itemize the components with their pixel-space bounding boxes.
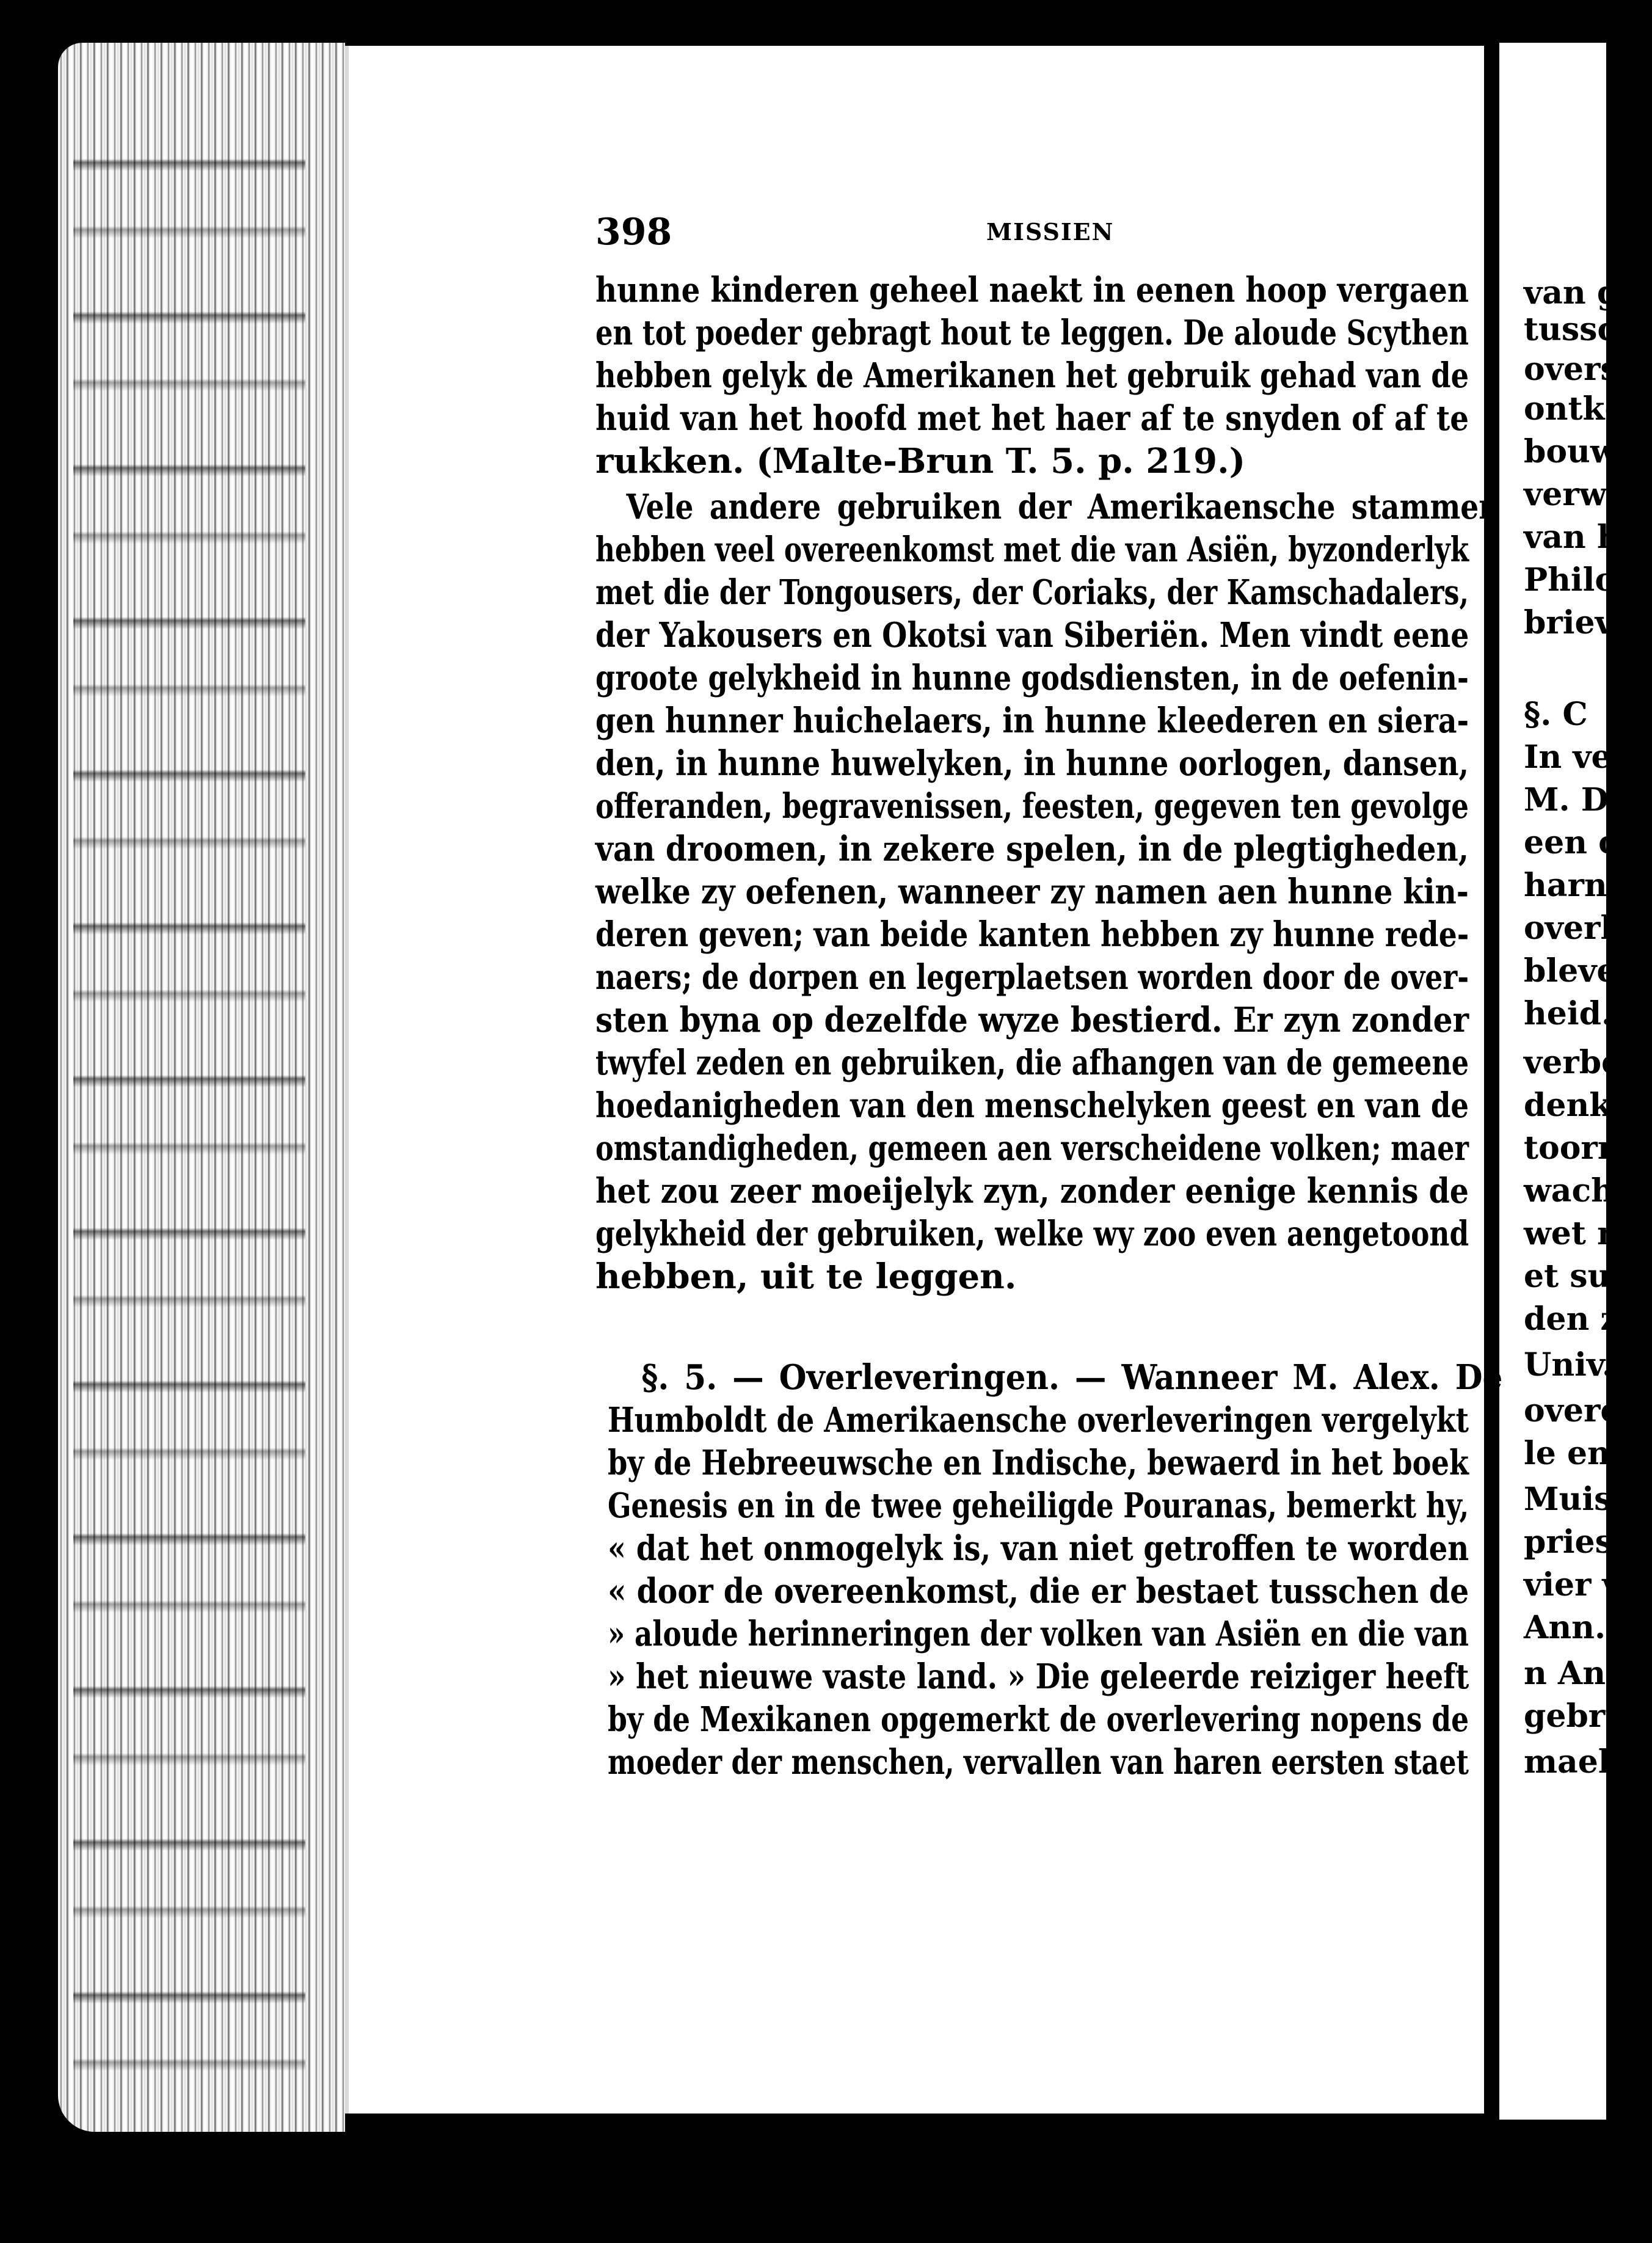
- text-line: hoedanigheden van den menschelyken geest en van de: [595, 1085, 1469, 1126]
- running-title: MISSIEN: [986, 218, 1115, 246]
- right-page-fragment: harna: [1524, 867, 1628, 904]
- right-page-fragment: toorn: [1524, 1129, 1621, 1167]
- text-line: huid van het hoofd met het haer af te snyden of af te: [595, 398, 1469, 439]
- right-page-fragment: vier ve: [1524, 1566, 1641, 1603]
- right-page-fragment: Univ.: [1524, 1346, 1613, 1384]
- text-line: groote gelykheid in hunne godsdiensten, in de oefenin-: [595, 658, 1469, 698]
- text-line: Vele andere gebruiken der Amerikaensche stammen: [626, 487, 1500, 527]
- right-page-fragment: Philos: [1524, 561, 1634, 599]
- text-line: by de Mexikanen opgemerkt de overlevering nopens de: [608, 1699, 1469, 1740]
- right-page-fragment: §. C: [1524, 696, 1588, 733]
- text-line: hebben gelyk de Amerikanen het gebruik gehad van de: [595, 356, 1469, 396]
- text-line: der Yakousers en Okotsi van Siberiën. Men vindt eene: [595, 615, 1469, 655]
- right-page-fragment: van g: [1524, 274, 1620, 312]
- text-line: Humboldt de Amerikaensche overleveringen vergelykt: [608, 1400, 1469, 1440]
- right-page-fragment: bouw: [1524, 433, 1618, 470]
- text-line: omstandigheden, gemeen aen verscheidene volken; maer: [595, 1128, 1469, 1169]
- right-page-fragment: verbee: [1524, 1044, 1642, 1081]
- right-page-fragment: heid.: [1524, 995, 1613, 1032]
- right-page-fragment: M. De: [1524, 781, 1629, 819]
- text-line: hunne kinderen geheel naekt in eenen hoop vergaen: [595, 270, 1469, 310]
- text-line: en tot poeder gebragt hout te leggen. De aloude Scythen: [595, 313, 1469, 353]
- right-page-fragment: overee: [1524, 1392, 1641, 1429]
- text-line: twyfel zeden en gebruiken, die afhangen van de gemeene: [595, 1043, 1469, 1083]
- right-page-fragment: n An: [1524, 1655, 1606, 1692]
- text-line: by de Hebreeuwsche en Indische, bewaerd in het boek: [608, 1443, 1469, 1483]
- right-page-fragment: bleven: [1524, 952, 1640, 990]
- text-line: « dat het onmogelyk is, van niet getroffen te worden: [608, 1528, 1469, 1569]
- right-page-fragment: Ann.: [1524, 1609, 1606, 1646]
- text-line: hebben, uit te leggen.: [595, 1256, 1017, 1297]
- text-line: sten byna op dezelfde wyze bestierd. Er zyn zonder: [595, 1000, 1469, 1040]
- text-line: gen hunner huichelaers, in hunne kleederen en siera-: [595, 701, 1469, 741]
- right-page-fragment: verwo: [1524, 476, 1628, 513]
- right-page-fragment: Muisca: [1524, 1481, 1652, 1518]
- right-page-fragment: prieste: [1524, 1523, 1648, 1561]
- right-page-fragment: maekt: [1524, 1743, 1635, 1781]
- text-line: welke zy oefenen, wanneer zy namen aen hunne kin-: [595, 872, 1469, 912]
- text-line: offeranden, begravenissen, feesten, gegeven ten gevolge: [595, 786, 1469, 826]
- text-line: » het nieuwe vaste land. » Die geleerde reiziger heeft: [608, 1657, 1469, 1697]
- text-line: hebben veel overeenkomst met die van Asiën, byzonderlyk: [595, 530, 1469, 570]
- right-page-fragment: wacht: [1524, 1172, 1629, 1209]
- right-page-fragment: tussch: [1524, 311, 1640, 348]
- text-line: gelykheid der gebruiken, welke wy zoo even aengetoond: [595, 1214, 1469, 1254]
- running-head: [595, 211, 1472, 253]
- text-line: rukken. (Malte-Brun T. 5. p. 219.): [595, 441, 1246, 481]
- text-line: Genesis en in de twee geheiligde Pouranas, bemerkt hy,: [608, 1486, 1469, 1526]
- page-stack-shading: [73, 86, 305, 2101]
- section-heading-line: §. 5. — Overleveringen. — Wanneer M. Alex. De: [641, 1357, 1503, 1398]
- text-line: » aloude herinneringen der volken van Asiën en die van: [608, 1614, 1469, 1654]
- right-page-fragment: gebrui: [1524, 1698, 1640, 1735]
- right-page-fragment: le en: [1524, 1435, 1610, 1472]
- right-page-fragment: den ze: [1524, 1300, 1639, 1338]
- page-number: 398: [595, 211, 672, 253]
- right-page-fragment: et suiv: [1524, 1258, 1642, 1295]
- text-line: het zou zeer moeijelyk zyn, zonder eenige kennis de: [595, 1171, 1469, 1211]
- text-line: deren geven; van beide kanten hebben zy hunne rede-: [595, 914, 1469, 955]
- right-page-fragment: In ve: [1524, 739, 1612, 776]
- text-line: « door de overeenkomst, die er bestaet tusschen de: [608, 1571, 1469, 1611]
- right-page-fragment: wet m: [1524, 1215, 1631, 1252]
- text-line: naers; de dorpen en legerplaetsen worden door de over-: [595, 957, 1469, 997]
- right-page-fragment: ontko: [1524, 390, 1626, 428]
- right-page-fragment: een on: [1524, 824, 1643, 861]
- right-page-fragment: van h: [1524, 519, 1620, 556]
- right-page-fragment: denkh: [1524, 1087, 1635, 1124]
- right-page-fragment: overst: [1524, 351, 1633, 388]
- text-line: den, in hunne huwelyken, in hunne oorlogen, dansen,: [595, 743, 1469, 784]
- right-page-fragment: brieve: [1524, 604, 1634, 641]
- right-page-fragment: overle: [1524, 910, 1633, 947]
- text-line: van droomen, in zekere spelen, in de plegtigheden,: [595, 829, 1469, 869]
- text-line: moeder der menschen, vervallen van haren eersten staet: [608, 1742, 1469, 1782]
- text-line: met die der Tongousers, der Coriaks, der Kamschadalers,: [595, 572, 1469, 613]
